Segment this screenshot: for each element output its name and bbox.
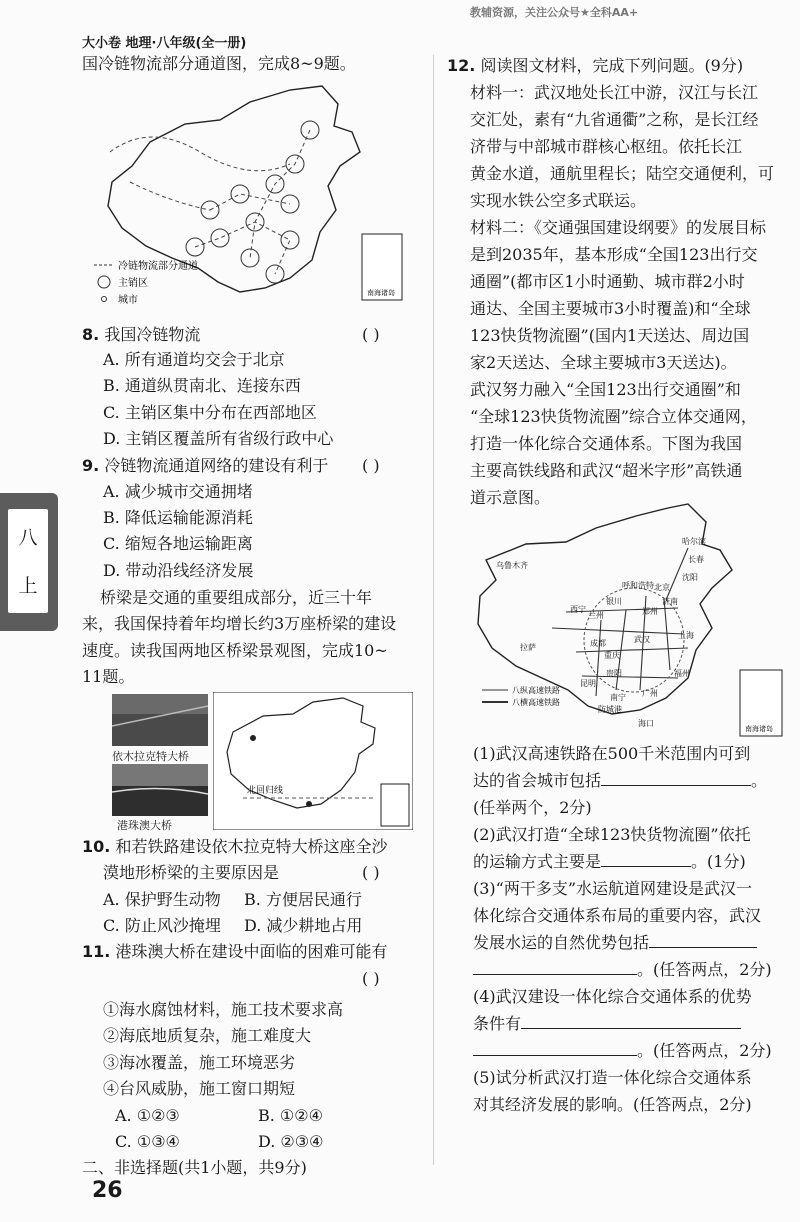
material-line: “全球123快货物流圈”综合立体交通网，: [470, 407, 757, 426]
tropic-label: 北回归线: [247, 786, 284, 796]
material-line: 武汉努力融入“全国123出行交通圈”和: [470, 380, 741, 399]
sub1-text: 达的省会城市包括: [473, 771, 602, 790]
q11-option: C. ①③④: [115, 1132, 180, 1151]
q11-stem-text: 港珠澳大桥在建设中面临的困难可能有: [115, 942, 388, 961]
sub1-line: [473, 767, 767, 794]
material-line: 交汇处，素有“九省通衢”之称，是长江经: [470, 110, 759, 129]
sub4-text: 条件有: [473, 1014, 522, 1033]
market-circle: [231, 185, 249, 203]
q9-answer-paren[interactable]: ( ): [362, 456, 380, 475]
city-label: 呼和浩特: [622, 581, 654, 590]
sub1-score: (任举两个，2分): [473, 798, 592, 817]
q12-stem-text: 阅读图文材料，完成下列问题。(9分): [480, 56, 744, 75]
sub5-line: 对其经济发展的影响。(任答两点，2分): [473, 1095, 752, 1114]
material-line: 主要高铁线路和武汉“超米字形”高铁通: [470, 461, 743, 480]
sub1-end: 。: [751, 771, 768, 790]
hsr-map: [456, 500, 786, 740]
photo-yimulake-bridge: [112, 694, 208, 746]
q10-number: 10.: [82, 837, 111, 856]
city-label: 银川: [606, 597, 622, 606]
city-label: 防城港: [598, 705, 622, 714]
material-line: 123快货物流圈”(国内1天送达、周边国: [470, 326, 750, 345]
q11-option: A. ①②③: [115, 1106, 180, 1125]
q10-stem-text: 和若铁路建设依木拉克特大桥这座全沙: [115, 837, 388, 856]
city-label: 郑州: [642, 607, 658, 616]
q12-number: 12.: [447, 56, 476, 75]
sub3-line: [473, 956, 772, 983]
q11-number: 11.: [82, 942, 111, 961]
material-line: 是到2035年，基本形成“全国123出行交: [470, 245, 758, 264]
q12-stem: [447, 52, 743, 79]
q8-option: D. 主销区覆盖所有省级行政中心: [103, 429, 334, 448]
city-label: 西宁: [570, 605, 586, 614]
sub4-line: [473, 1010, 741, 1037]
sub4-answer-blank[interactable]: [521, 1012, 741, 1029]
q9-stem-text: 冷链物流通道网络的建设有利于: [104, 456, 329, 475]
watermark-text: 教辅资源，关注公众号★全科AA+: [470, 6, 639, 19]
city-label: 乌鲁木齐: [496, 561, 528, 570]
city-label: 福州: [674, 669, 690, 678]
grade-side-tab: [0, 493, 58, 631]
legend-city: 城市: [118, 295, 138, 306]
channel-line: [110, 137, 290, 171]
market-circle: [241, 249, 259, 267]
material-line: 济带与中部城市群核心枢纽。依托长江: [470, 137, 743, 156]
material-line: 实现水铁公空多式联运。: [470, 191, 647, 210]
sub3-answer-blank-2[interactable]: [473, 958, 637, 975]
sub2-line: [473, 848, 746, 875]
material-line: 黄金水道，通航里程长；陆空交通便利，可: [470, 164, 775, 183]
sub3-text: 发展水运的自然优势包括: [473, 933, 650, 952]
city-label: 海口: [638, 719, 654, 728]
vertical-rail: [596, 620, 601, 696]
bridge-point: [250, 735, 256, 741]
q9-stem: [82, 452, 328, 479]
sub3-line: [473, 929, 757, 956]
legend-market: 主销区: [118, 278, 148, 289]
sub3-answer-blank[interactable]: [649, 931, 757, 948]
city-label: 重庆: [604, 651, 620, 660]
column-divider: [433, 55, 434, 1165]
horizontal-rail: [582, 676, 678, 678]
q8-option: C. 主销区集中分布在西部地区: [103, 403, 317, 422]
material-line: 家2天送达、全球主要城市3天送达)。: [470, 353, 737, 372]
material-line: 通达、全国主要城市3小时覆盖)和“全球: [470, 299, 751, 318]
horizontal-rail: [552, 628, 684, 634]
q11-option: B. ①②④: [258, 1106, 323, 1125]
q11-item: ①海水腐蚀材料，施工技术要求高: [103, 1000, 344, 1019]
bridge-para-line: 11题。: [82, 667, 135, 686]
inset-box: [381, 784, 409, 826]
intro-line: 国冷链物流部分通道图，完成8~9题。: [82, 54, 356, 73]
bridge-point: [306, 801, 312, 807]
sub4-line: [473, 1037, 772, 1064]
inset-label: 南海诸岛: [745, 725, 773, 733]
q8-option: B. 通道纵贯南北、连接东西: [103, 376, 301, 395]
bridge-para-line: 桥梁是交通的重要组成部分，近三十年: [100, 588, 373, 607]
city-label: 贵阳: [606, 669, 622, 678]
side-tab-char-2: 上: [18, 575, 38, 597]
sub4-end: 。(任答两点，2分): [637, 1041, 772, 1060]
q10-option: B. 方便居民通行: [244, 890, 362, 909]
bridge-location-map: [213, 692, 413, 830]
sub2-text: 的运输方式主要是: [473, 852, 602, 871]
q10-stem: [82, 833, 387, 860]
q10-option: A. 保护野生动物: [103, 890, 221, 909]
q11-item: ④台风威胁，施工窗口期短: [103, 1079, 296, 1098]
market-circle: [211, 229, 229, 247]
q11-answer-paren[interactable]: ( ): [362, 969, 380, 988]
material-line: 材料一：武汉地处长江中游，汉江与长江: [470, 83, 759, 102]
q10-option: C. 防止风沙掩埋: [103, 916, 221, 935]
material-line: 道示意图。: [470, 488, 551, 507]
channel-line: [195, 222, 290, 274]
book-title: 大小卷 地理·八年级(全一册): [82, 36, 247, 51]
q8-stem-text: 我国冷链物流: [104, 325, 201, 344]
sub2-answer-blank[interactable]: [601, 850, 691, 867]
q9-option: A. 减少城市交通拥堵: [103, 482, 253, 501]
city-label: 哈尔滨: [682, 537, 706, 546]
city-label: 武汉: [634, 635, 650, 644]
material-line: 材料二：《交通强国建设纲要》的发展目标: [470, 218, 767, 237]
sub4-answer-blank-2[interactable]: [473, 1039, 637, 1056]
material-line: 通圈”(都市区1小时通勤、城市群2小时: [470, 272, 745, 291]
legend-vertical: 八纵高速铁路: [512, 686, 560, 695]
q9-number: 9.: [82, 456, 100, 475]
q8-stem: [82, 321, 200, 348]
channel-line: [130, 182, 210, 210]
photo-hzmb-bridge: [112, 764, 208, 816]
city-label: 长春: [688, 555, 704, 564]
city-label: 成都: [590, 639, 606, 648]
q9-option: D. 带动沿线经济发展: [103, 561, 254, 580]
q10-answer-paren[interactable]: ( ): [362, 863, 380, 882]
material-line: 打造一体化综合交通体系。下图为我国: [470, 434, 743, 453]
bridge-para-line: 来，我国保持着年均增长约3万座桥梁的建设: [82, 614, 397, 633]
inset-label: 南海诸岛: [367, 289, 395, 297]
sub4-line: (4)武汉建设一体化综合交通体系的优势: [473, 987, 752, 1006]
city-label: 兰州: [588, 611, 604, 620]
q9-option: C. 缩短各地运输距离: [103, 534, 253, 553]
city-label: 上海: [678, 631, 694, 640]
bridge-para-line: 速度。读我国两地区桥梁景观图，完成10~: [82, 641, 388, 660]
market-circle: [281, 231, 299, 249]
city-label: 昆明: [580, 679, 596, 688]
city-label: 北京: [654, 583, 670, 592]
q11-option: D. ②③④: [258, 1132, 324, 1151]
section-two-heading: 二、非选择题(共1小题，共9分): [82, 1158, 307, 1177]
photo2-caption: 港珠澳大桥: [117, 819, 172, 832]
city-label: 南宁: [610, 693, 626, 702]
sub3-line: 体化综合交通体系布局的重要内容，武汉: [473, 906, 762, 925]
city-label: 济南: [662, 597, 678, 606]
channel-line: [250, 130, 310, 258]
q10-stem-line2: 漠地形桥梁的主要原因是: [103, 863, 280, 882]
legend-channel: 冷链物流部分通道: [118, 261, 198, 272]
sub2-end: 。(1分): [691, 852, 746, 871]
q11-item: ②海底地质复杂，施工难度大: [103, 1026, 312, 1045]
q9-option: B. 降低运输能源消耗: [103, 508, 253, 527]
q11-stem: [82, 938, 387, 965]
sub1-line: (1)武汉高速铁路在500千米范围内可到: [473, 744, 751, 763]
q8-option: A. 所有通道均交会于北京: [103, 350, 285, 369]
sub2-line: (2)武汉打造“全球123快货物流圈”依托: [473, 825, 751, 844]
sub3-end: 。(任答两点，2分): [637, 960, 772, 979]
city-label: 沈阳: [682, 573, 698, 582]
page-number: 26: [92, 1178, 123, 1203]
side-tab-char-1: 八: [18, 527, 38, 549]
photo1-caption: 依木拉克特大桥: [112, 750, 189, 763]
legend-horizontal: 八横高速铁路: [512, 698, 560, 707]
city-label: 广州: [642, 689, 658, 698]
cold-chain-map: [90, 82, 410, 314]
city-label: 拉萨: [520, 643, 536, 652]
q8-answer-paren[interactable]: ( ): [362, 325, 380, 344]
q8-number: 8.: [82, 325, 100, 344]
q10-option: D. 减少耕地占用: [244, 916, 363, 935]
sub3-line: (3)“两干多支”水运航道网建设是武汉一: [473, 879, 753, 898]
sub1-answer-blank[interactable]: [601, 769, 751, 786]
q11-item: ③海冰覆盖，施工环境恶劣: [103, 1053, 296, 1072]
side-tab-inner: [8, 509, 48, 613]
horizontal-rail: [576, 648, 688, 652]
sub5-line: (5)试分析武汉打造一体化综合交通体系: [473, 1068, 752, 1087]
channel-line: [210, 194, 290, 210]
